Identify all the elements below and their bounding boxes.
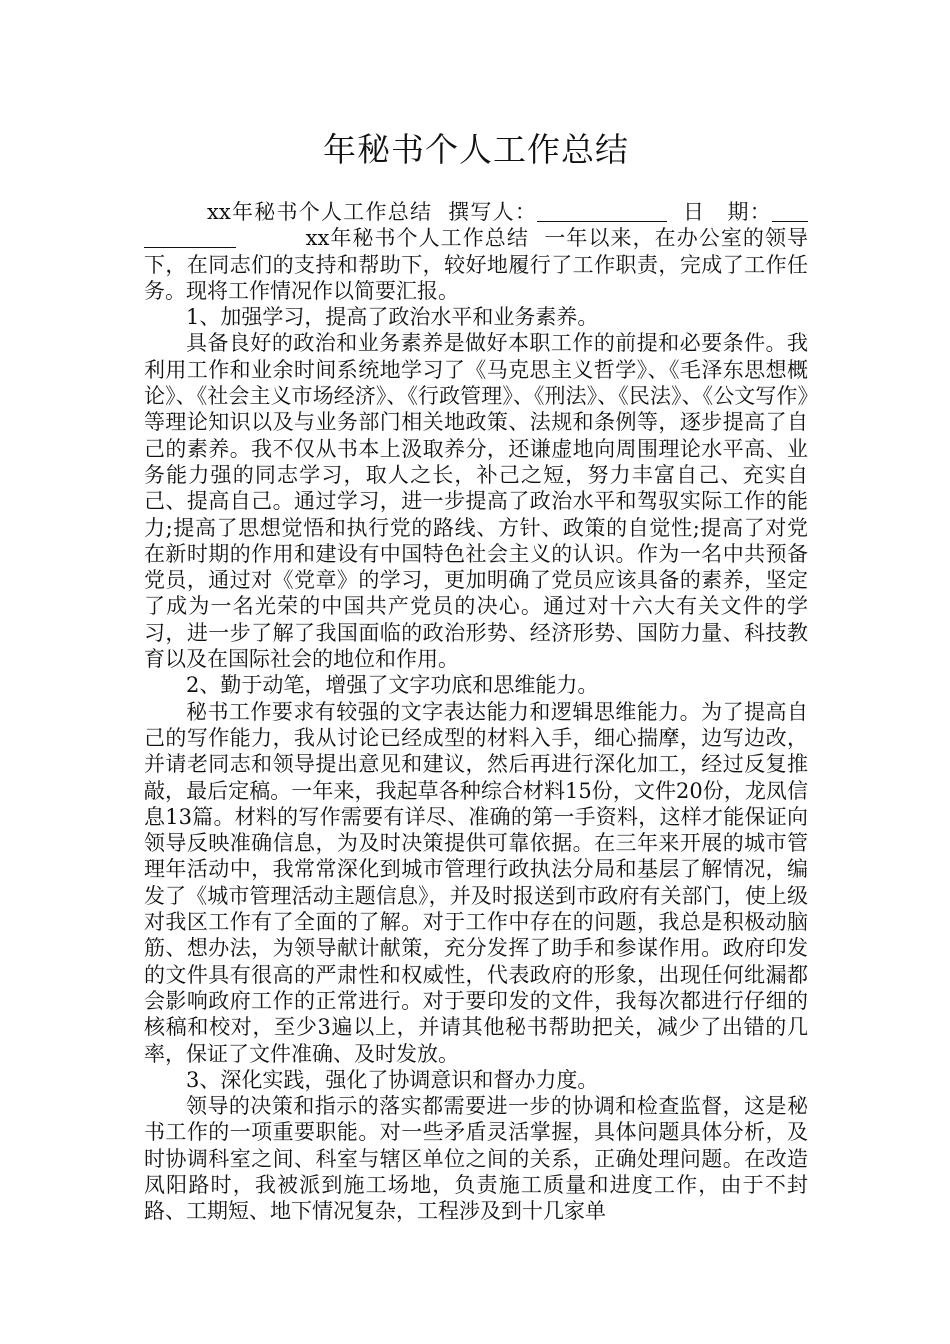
document-body — [144, 199, 808, 1225]
section-heading: 1、加强学习，提高了政治水平和业务素养。 — [186, 305, 599, 330]
section-body: 领导的决策和指示的落实都需要进一步的协调和检查监督，这是秘书工作的一项重要职能。对一些矛盾灵活掌握，具体问题具体分析，及时协调科室之间、科室与辖区单位之间的关系，正确处理问题。在改造凤阳路时，我被派到施工场地，负责施工质量和进度工作，由于不封路、工期短、地下情况复杂，工程涉及到十几家单 — [144, 1094, 808, 1224]
section-heading: 3、深化实践，强化了协调意识和督办力度。 — [186, 1067, 599, 1092]
intro-paragraph: 一年以来，在办公室的领导下，在同志们的支持和帮助下，较好地履行了工作职责，完成了工作任务。现将工作情况作以简要汇报。 — [144, 226, 809, 303]
document-title: 年秘书个人工作总结 — [323, 130, 629, 169]
date-blank — [772, 200, 808, 222]
intro-title: xx年秘书个人工作总结 — [305, 226, 529, 251]
section-heading: 2、勤于动笔，增强了文字功底和思维能力。 — [186, 673, 599, 698]
meta-subtitle: xx年秘书个人工作总结 — [207, 200, 433, 224]
date-label: 日 期： — [682, 200, 773, 224]
section-body: 具备良好的政治和业务素养是做好本职工作的前提和必要条件。我利用工作和业余时间系统地学习了《马克思主义哲学》、《毛泽东思想概论》、《社会主义市场经济》、《行政管理》、《刑法》、《民法》、《公文写作》等理论知识以及与业务部门相关地政策、法规和条例等，逐步提高了自己的素养。我不仅从书本上汲取养分，还谦虚地向周围理论水平高、业务能力强的同志学习，取人之长，补己之短，努力丰富自己、充实自己、提高自己。通过学习，进一步提高了政治水平和驾驭实际工作的能力;提高了思想觉悟和执行党的路线、方针、政策的自觉性;提高了对党在新时期的作用和建设有中国特色社会主义的认识。作为一名中共预备党员，通过对《党章》的学习，更加明确了党员应该具备的素养，坚定了成为一名光荣的中国共产党员的决心。通过对十六大有关文件的学习，进一步了解了我国面临的政治形势、经济形势、国防力量、科技教育以及在国际社会的地位和作用。 — [144, 331, 808, 672]
author-blank — [537, 200, 667, 222]
document-meta — [144, 199, 808, 304]
author-label: 撰写人： — [448, 200, 538, 224]
date-blank-continued — [144, 226, 236, 248]
section-body: 秘书工作要求有较强的文字表达能力和逻辑思维能力。为了提高自己的写作能力，我从讨论已经成型的材料入手，细心揣摩，边写边改，并请老同志和领导提出意见和建议，然后再进行深化加工，经过反复推敲，最后定稿。一年来，我起草各种综合材料15份，文件20份，龙凤信息13篇。材料的写作需要有详尽、准确的第一手资料，这样才能保证向领导反映准确信息，为及时决策提供可靠依据。在三年来开展的城市管理年活动中，我常常深化到城市管理行政执法分局和基层了解情况，编发了《城市管理活动主题信息》，并及时报送到市政府有关部门，使上级对我区工作有了全面的了解。对于工作中存在的问题，我总是积极动脑筋、想办法，为领导献计献策，充分发挥了助手和参谋作用。政府印发的文件具有很高的严肃性和权威性，代表政府的形象，出现任何纰漏都会影响政府工作的正常进行。对于要印发的文件，我每次都进行仔细的核稿和校对，至少3遍以上，并请其他秘书帮助把关，减少了出错的几率，保证了文件准确、及时发放。 — [144, 699, 808, 1066]
